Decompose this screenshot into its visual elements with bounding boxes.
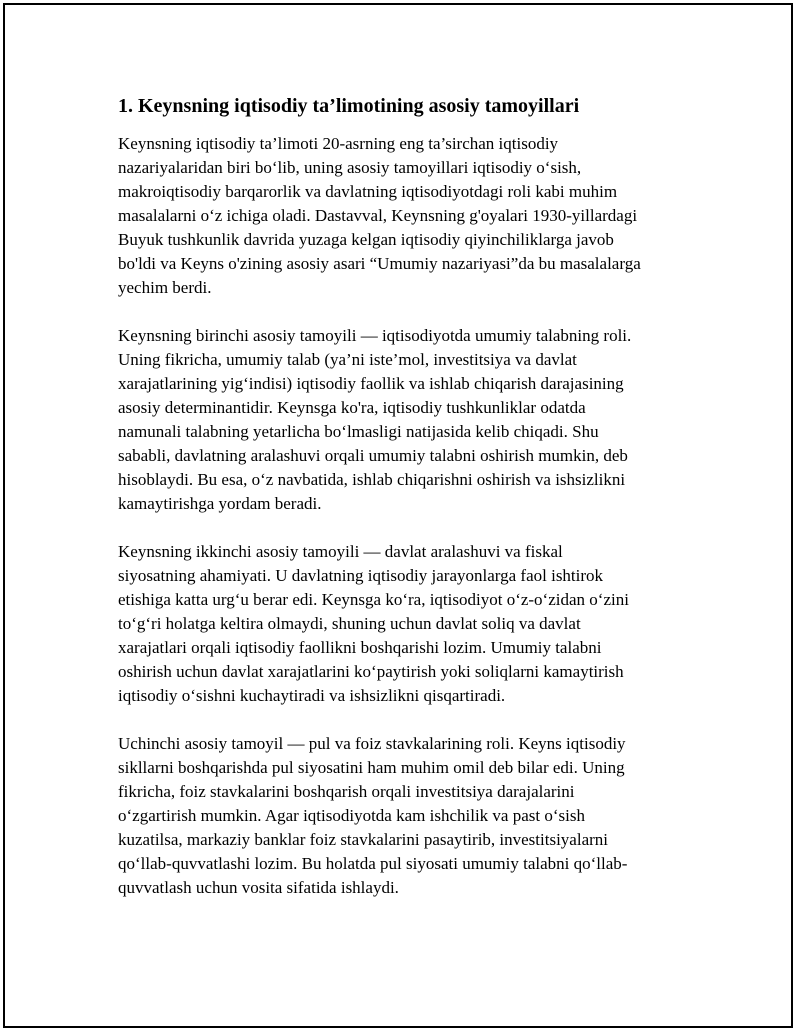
- text-line: Keynsning iqtisodiy ta’limoti 20-asrning eng ta’sirchan iqtisodiy: [118, 134, 559, 153]
- text-line: siyosatning ahamiyati. U davlatning iqtisodiy jarayonlarga faol ishtirok: [118, 566, 604, 585]
- text-line: asosiy determinantidir. Keynsga ko'ra, iqtisodiy tushkunliklar odatda: [118, 398, 586, 417]
- text-line: namunali talabning yetarlicha bo‘lmasligi natijasida kelib chiqadi. Shu: [118, 422, 599, 441]
- text-line: masalalarni o‘z ichiga oladi. Dastavval, Keynsning g'oyalari 1930-yillardagi: [118, 206, 638, 225]
- text-line: makroiqtisodiy barqarorlik va davlatning iqtisodiyotdagi roli kabi muhim: [118, 182, 618, 201]
- text-line: oshirish uchun davlat xarajatlarini ko‘paytirish yoki soliqlarni kamaytirish: [118, 662, 624, 681]
- document-body: [118, 92, 688, 924]
- text-line: Keynsning birinchi asosiy tamoyili — iqtisodiyotda umumiy talabning roli.: [118, 326, 632, 345]
- text-line: xarajatlarining yig‘indisi) iqtisodiy faollik va ishlab chiqarish darajasining: [118, 374, 624, 393]
- text-line: yechim berdi.: [118, 278, 212, 297]
- text-line: bo'ldi va Keyns o'zining asosiy asari “Umumiy nazariyasi”da bu masalalarga: [118, 254, 641, 273]
- paragraph-3: [118, 540, 688, 708]
- text-line: fikricha, foiz stavkalarini boshqarish orqali investitsiya darajalarini: [118, 782, 575, 801]
- text-line: quvvatlash uchun vosita sifatida ishlaydi.: [118, 878, 399, 897]
- text-line: sikllarni boshqarishda pul siyosatini ham muhim omil deb bilar edi. Uning: [118, 758, 625, 777]
- text-line: hisoblaydi. Bu esa, o‘z navbatida, ishlab chiqarishni oshirish va ishsizlikni: [118, 470, 626, 489]
- text-line: Keynsning ikkinchi asosiy tamoyili — davlat aralashuvi va fiskal: [118, 542, 563, 561]
- text-line: to‘g‘ri holatga keltira olmaydi, shuning uchun davlat soliq va davlat: [118, 614, 581, 633]
- paragraph-2: [118, 324, 688, 516]
- text-line: kamaytirishga yordam beradi.: [118, 494, 322, 513]
- text-line: iqtisodiy o‘sishni kuchaytiradi va ishsizlikni qisqartiradi.: [118, 686, 506, 705]
- text-line: Buyuk tushkunlik davrida yuzaga kelgan iqtisodiy qiyinchiliklarga javob: [118, 230, 614, 249]
- paragraph-4: [118, 732, 688, 900]
- paragraph-1: [118, 132, 688, 300]
- text-line: sababli, davlatning aralashuvi orqali umumiy talabni oshirish mumkin, deb: [118, 446, 628, 465]
- text-line: xarajatlari orqali iqtisodiy faollikni boshqarishi lozim. Umumiy talabni: [118, 638, 602, 657]
- text-line: o‘zgartirish mumkin. Agar iqtisodiyotda kam ishchilik va past o‘sish: [118, 806, 585, 825]
- text-line: qo‘llab-quvvatlashi lozim. Bu holatda pul siyosati umumiy talabni qo‘llab-: [118, 854, 628, 873]
- section-title: 1. Keynsning iqtisodiy ta’limotining asosiy tamoyillari: [118, 95, 580, 117]
- text-line: etishiga katta urg‘u berar edi. Keynsga ko‘ra, iqtisodiyot o‘z-o‘zidan o‘zini: [118, 590, 629, 609]
- text-line: Uning fikricha, umumiy talab (ya’ni iste’mol, investitsiya va davlat: [118, 350, 577, 369]
- text-line: Uchinchi asosiy tamoyil — pul va foiz stavkalarining roli. Keyns iqtisodiy: [118, 734, 626, 753]
- text-line: nazariyalaridan biri bo‘lib, uning asosiy tamoyillari iqtisodiy o‘sish,: [118, 158, 582, 177]
- text-line: kuzatilsa, markaziy banklar foiz stavkalarini pasaytirib, investitsiyalarni: [118, 830, 609, 849]
